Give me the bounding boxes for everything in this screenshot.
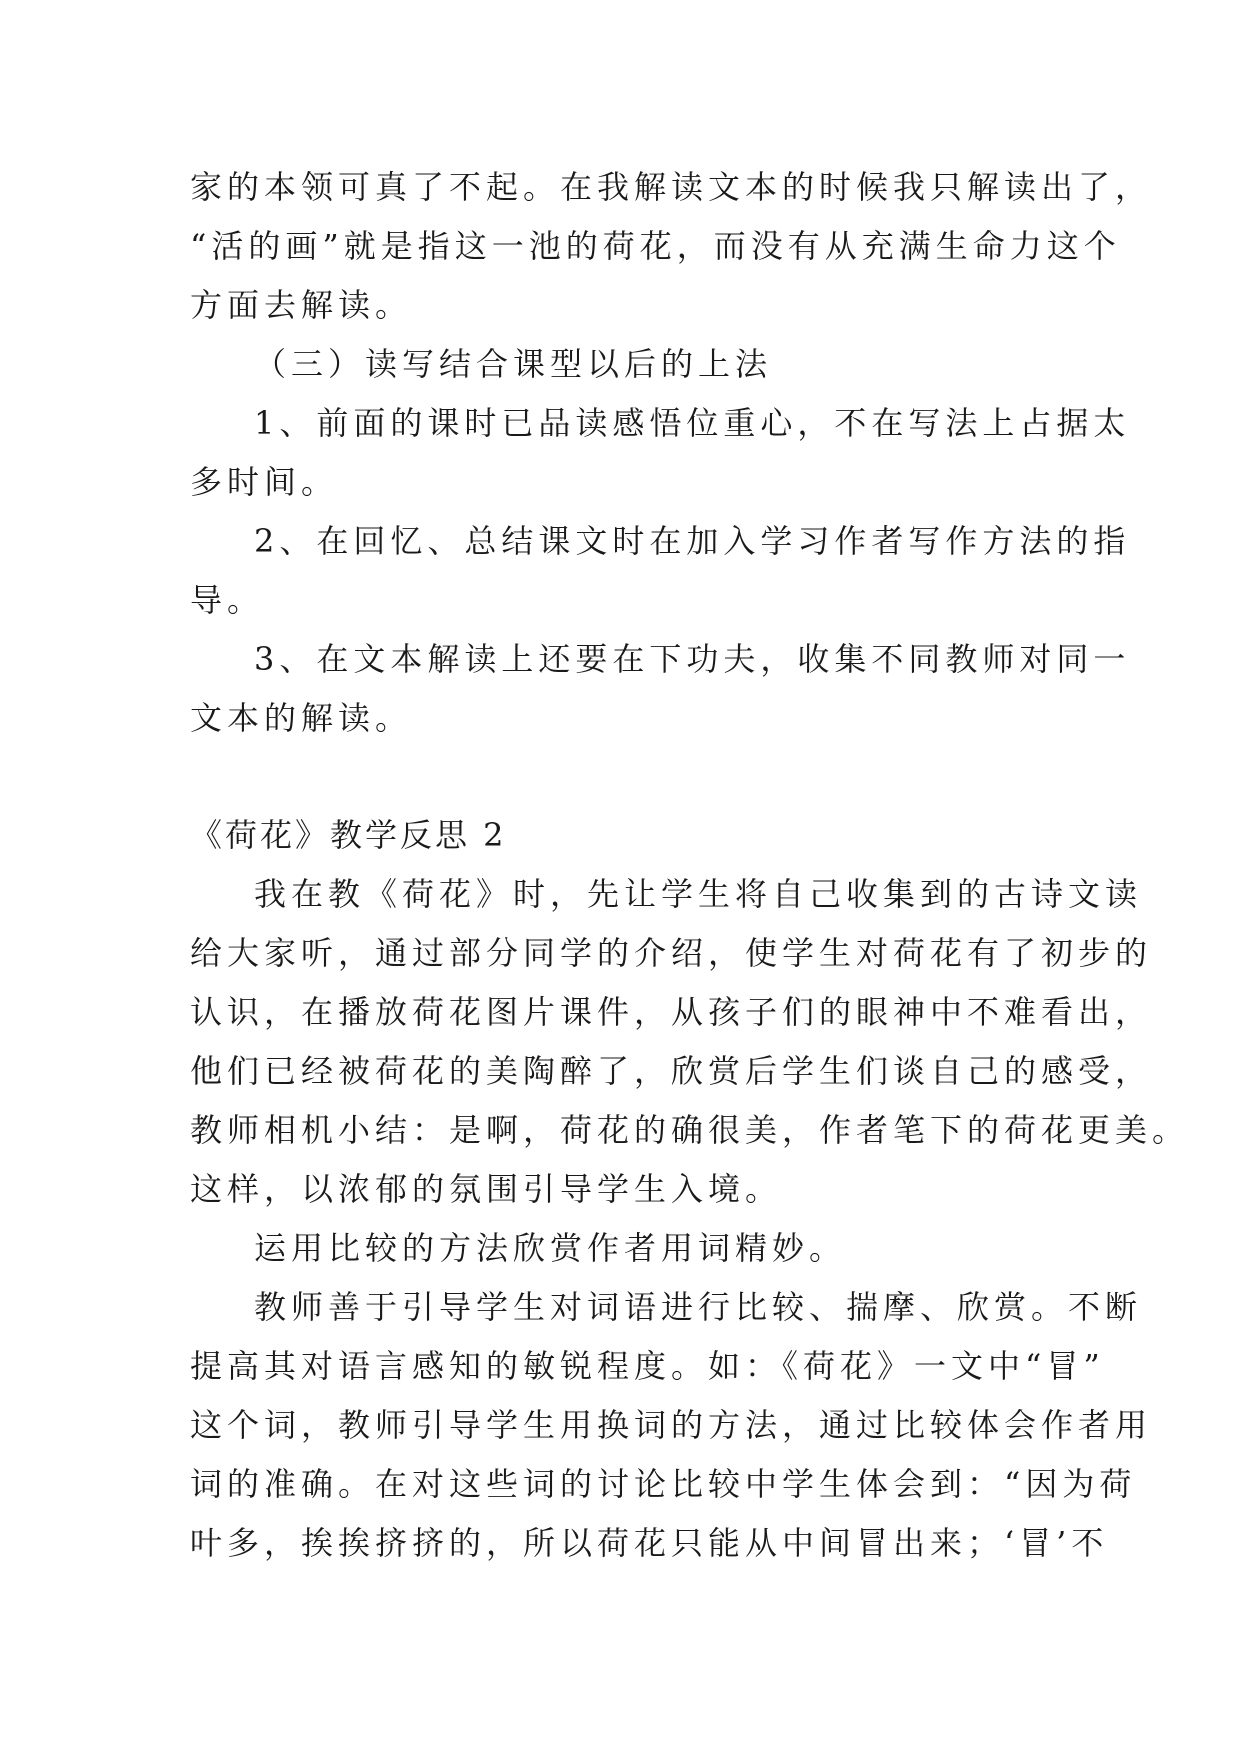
text-line: “活的画”就是指这一池的荷花，而没有从充满生命力这个 bbox=[190, 227, 1121, 265]
paragraph-line: 叶多，挨挨挤挤的，所以荷花只能从中间冒出来；‘冒’不 bbox=[190, 1524, 1109, 1562]
list-item-2-cont: 导。 bbox=[190, 581, 265, 619]
text-line: 家的本领可真了不起。在我解读文本的时候我只解读出了， bbox=[190, 168, 1153, 206]
paragraph-line: 认识，在播放荷花图片课件，从孩子们的眼神中不难看出， bbox=[190, 993, 1153, 1031]
list-item-2: 2、在回忆、总结课文时在加入学习作者写作方法的指 bbox=[254, 522, 1131, 560]
paragraph-line: 我在教《荷花》时，先让学生将自己收集到的古诗文读 bbox=[254, 875, 1143, 913]
paragraph-line: 他们已经被荷花的美陶醉了，欣赏后学生们谈自己的感受， bbox=[190, 1052, 1153, 1090]
paragraph-line: 提高其对语言感知的敏锐程度。如：《荷花》一文中“冒” bbox=[190, 1347, 1105, 1385]
paragraph-line: 教师善于引导学生对词语进行比较、揣摩、欣赏。不断 bbox=[254, 1288, 1143, 1326]
paragraph-line: 这样，以浓郁的氛围引导学生入境。 bbox=[190, 1170, 783, 1208]
paragraph-line: 教师相机小结：是啊，荷花的确很美，作者笔下的荷花更美。 bbox=[190, 1111, 1190, 1149]
section-title: 《荷花》教学反思 2 bbox=[190, 816, 507, 854]
document-body bbox=[190, 158, 1190, 1573]
section-gap bbox=[190, 748, 1060, 806]
list-item-1-cont: 多时间。 bbox=[190, 463, 339, 501]
paragraph-line: 给大家听，通过部分同学的介绍，使学生对荷花有了初步的 bbox=[190, 934, 1153, 972]
paragraph-line: 这个词，教师引导学生用换词的方法，通过比较体会作者用 bbox=[190, 1406, 1153, 1444]
text-line: 方面去解读。 bbox=[190, 286, 413, 324]
paragraph-line: 运用比较的方法欣赏作者用词精妙。 bbox=[254, 1229, 847, 1267]
subheading: （三）读写结合课型以后的上法 bbox=[254, 345, 773, 383]
list-item-3: 3、在文本解读上还要在下功夫，收集不同教师对同一 bbox=[254, 640, 1131, 678]
paragraph-line: 词的准确。在对这些词的讨论比较中学生体会到：“因为荷 bbox=[190, 1465, 1137, 1503]
list-item-3-cont: 文本的解读。 bbox=[190, 699, 413, 737]
list-item-1: 1、前面的课时已品读感悟位重心，不在写法上占据太 bbox=[254, 404, 1131, 442]
